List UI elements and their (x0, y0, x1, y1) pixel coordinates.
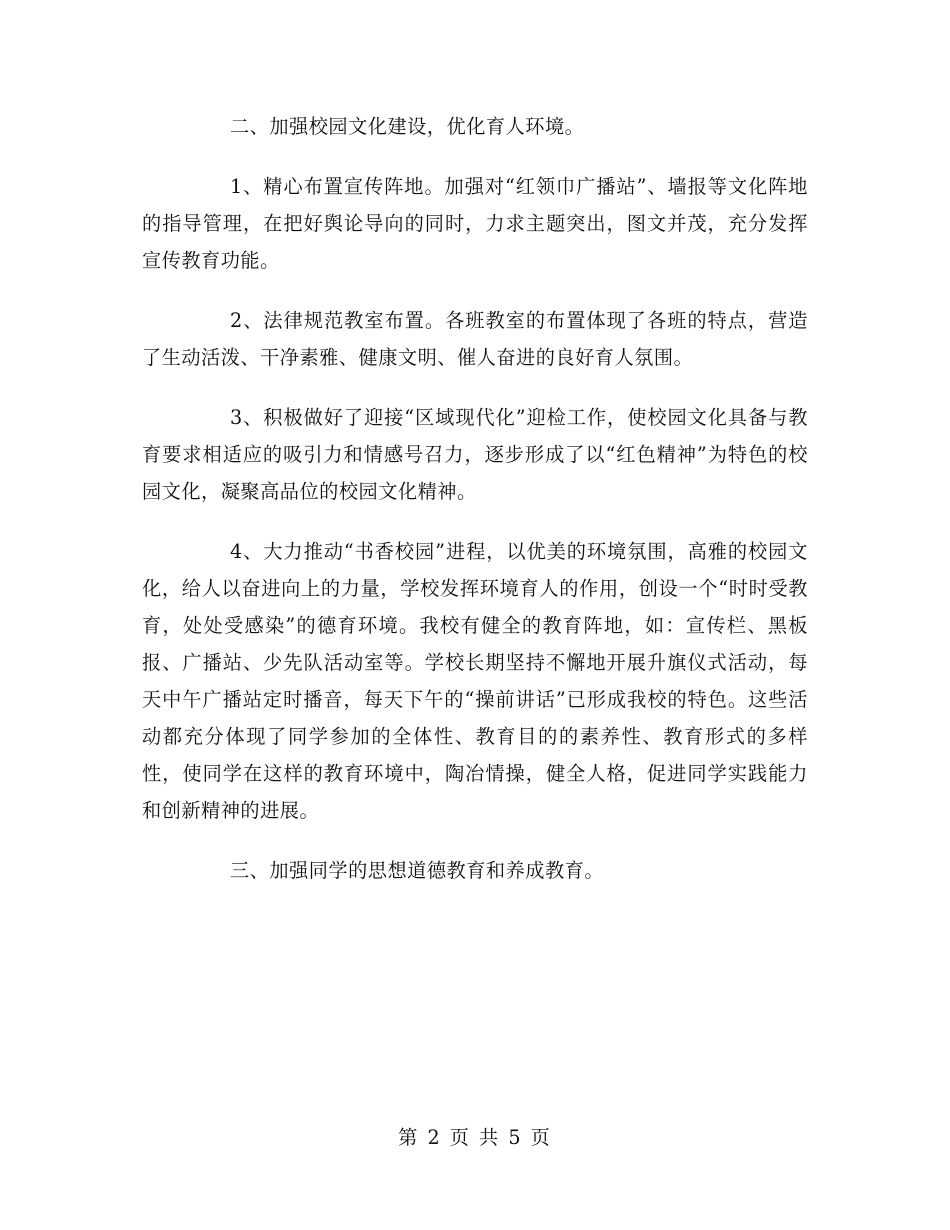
paragraph-item-2: 2、法律规范教室布置。各班教室的布置体现了各班的特点，营造了生动活泼、干净素雅、健康文明、催人奋进的良好育人氛围。 (142, 309, 808, 369)
page-number-footer: 第 2 页 共 5 页 (398, 1126, 552, 1149)
paragraph-item-1: 1、精心布置宣传阵地。加强对“红领巾广播站”、墙报等文化阵地的指导管理，在把好舆论导向的同时，力求主题突出，图文并茂，充分发挥宣传教育功能。 (142, 175, 808, 272)
section-heading-2: 二、加强校园文化建设，优化育人环境。 (230, 115, 585, 138)
paragraph-item-4: 4、大力推动“书香校园”进程，以优美的环境氛围，高雅的校园文化，给人以奋进向上的力量，学校发挥环境育人的作用，创设一个“时时受教育，处处受感染”的德育环境。我校有健全的教育阵地，如：宣传栏、黑板报、广播站、少先队活动室等。学校长期坚持不懈地开展升旗仪式活动，每天中午广播站定时播音，每天下午的“操前讲话”已形成我校的特色。这些活动都充分体现了同学参加的全体性、教育目的的素养性、教育形式的多样性，使同学在这样的教育环境中，陶冶情操，健全人格，促进同学实践能力和创新精神的进展。 (142, 540, 808, 822)
document-body (142, 108, 808, 912)
paragraph-item-3: 3、积极做好了迎接“区域现代化”迎检工作，使校园文化具备与教育要求相适应的吸引力和情感号召力，逐步形成了以“红色精神”为特色的校园文化，凝聚高品位的校园文化精神。 (142, 406, 808, 503)
section-heading-3: 三、加强同学的思想道德教育和养成教育。 (230, 859, 605, 882)
